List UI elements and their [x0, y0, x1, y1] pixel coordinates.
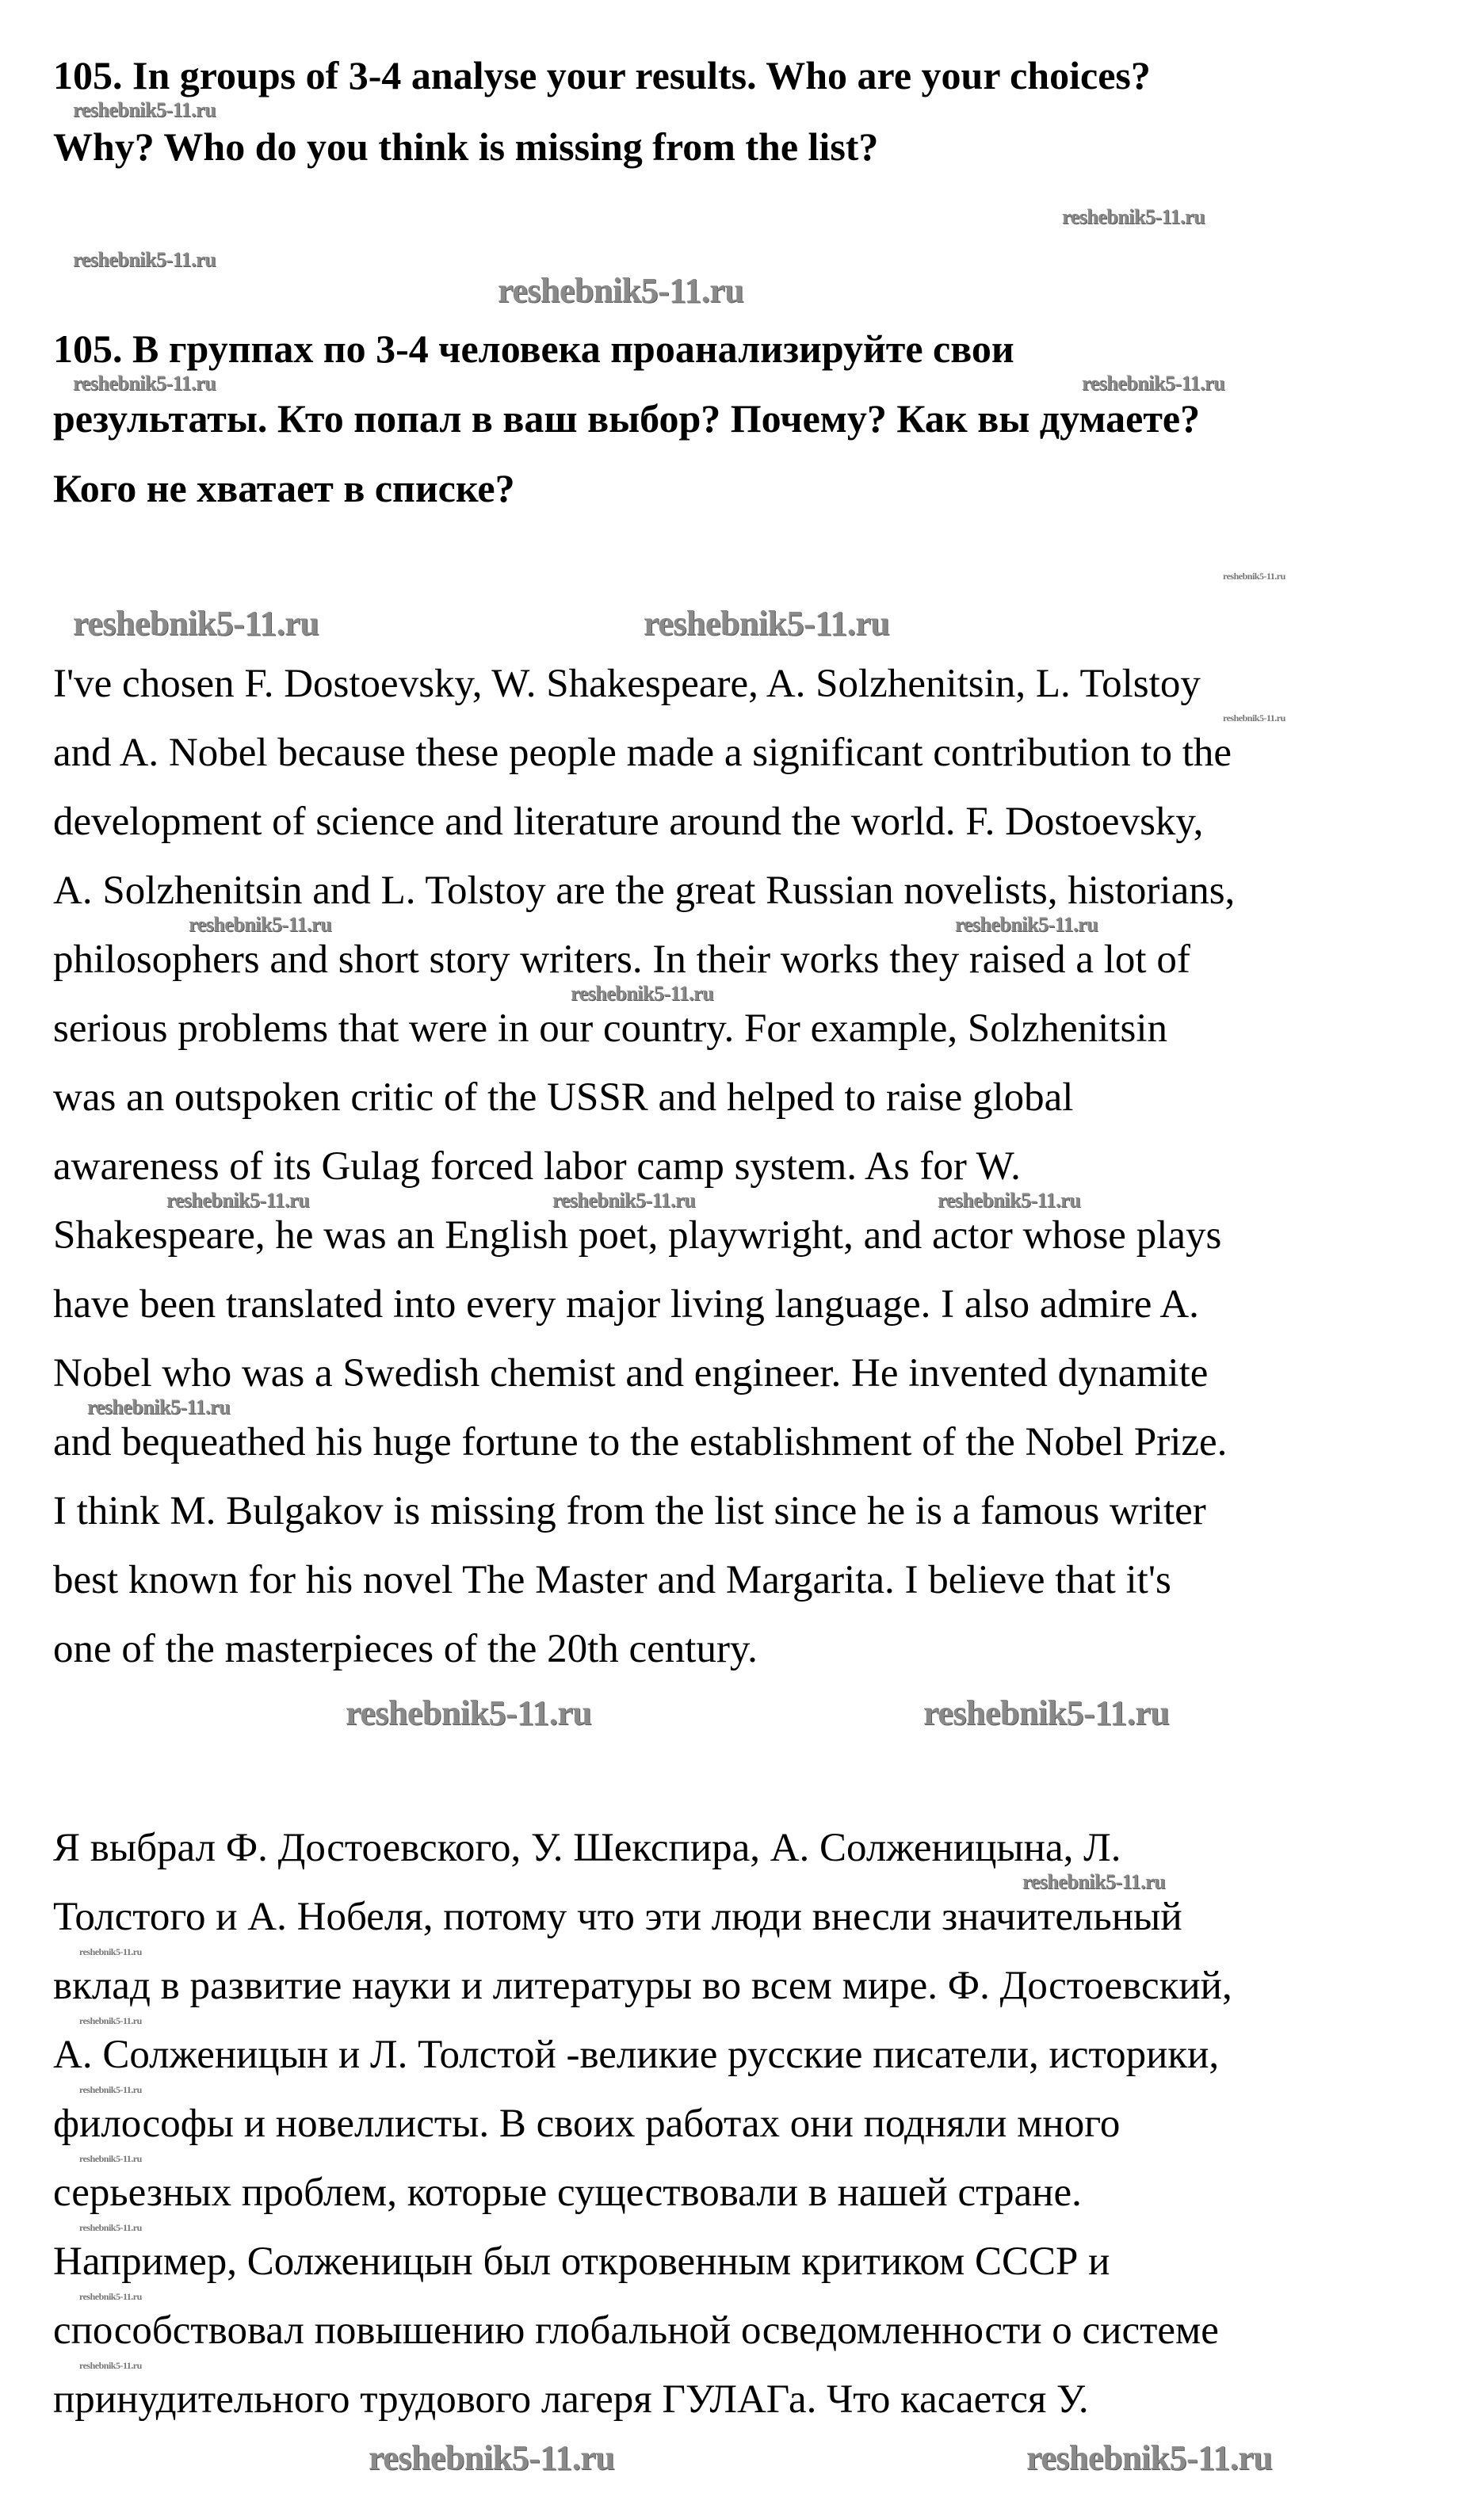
watermark: reshebnik5-11.ru: [79, 2153, 142, 2164]
text-line: Я выбрал Ф. Достоевского, У. Шекспира, А. Солженицына, Л.: [53, 1826, 1121, 1870]
answer-en: [53, 660, 1235, 1694]
watermark: reshebnik5-11.ru: [1026, 2438, 1273, 2477]
text-line: серьезных проблем, которые существовали в нашей стране.: [53, 2171, 1082, 2215]
watermark: reshebnik5-11.ru: [79, 2084, 142, 2095]
watermark: reshebnik5-11.ru: [73, 604, 319, 643]
watermark: reshebnik5-11.ru: [79, 2015, 142, 2026]
watermark: reshebnik5-11.ru: [79, 2360, 142, 2371]
watermark: reshebnik5-11.ru: [1223, 712, 1285, 724]
watermark: reshebnik5-11.ru: [498, 271, 744, 310]
text-line: способствовал повышению глобальной осведомленности о системе: [53, 2308, 1219, 2353]
watermark: reshebnik5-11.ru: [73, 98, 216, 121]
text-line: and A. Nobel because these people made a significant contribution to the: [53, 731, 1232, 775]
text-line: philosophers and short story writers. In their works they raised a lot of: [53, 937, 1190, 982]
text-line: Толстого и А. Нобеля, потому что эти люди внесли значительный: [53, 1895, 1182, 1939]
watermark: reshebnik5-11.ru: [552, 1189, 696, 1212]
watermark: reshebnik5-11.ru: [189, 913, 332, 936]
text-line: awareness of its Gulag forced labor camp system. As for W.: [53, 1144, 1021, 1189]
text-line: development of science and literature around the world. F. Dostoevsky,: [53, 800, 1204, 844]
watermark: reshebnik5-11.ru: [79, 2222, 142, 2233]
watermark: reshebnik5-11.ru: [1062, 205, 1205, 228]
answer-ru: [53, 1824, 1232, 2445]
text-line: принудительного трудового лагеря ГУЛАГа. Что касается У.: [53, 2377, 1089, 2422]
watermark: reshebnik5-11.ru: [73, 248, 216, 271]
watermark: reshebnik5-11.ru: [369, 2438, 615, 2477]
text-line: Например, Солженицын был откровенным критиком СССР и: [53, 2239, 1110, 2284]
watermark: reshebnik5-11.ru: [73, 372, 216, 395]
text-line: one of the masterpieces of the 20th century.: [53, 1627, 758, 1671]
text-line: философы и новеллисты. В своих работах они подняли много: [53, 2102, 1121, 2146]
watermark: reshebnik5-11.ru: [1082, 372, 1225, 395]
heading-line: Кого не хватает в списке?: [53, 466, 515, 510]
watermark: reshebnik5-11.ru: [346, 1693, 592, 1732]
text-line: and bequeathed his huge fortune to the establishment of the Nobel Prize.: [53, 1420, 1228, 1464]
text-line: was an outspoken critic of the USSR and helped to raise global: [53, 1075, 1074, 1120]
watermark: reshebnik5-11.ru: [79, 1946, 142, 1957]
watermark: reshebnik5-11.ru: [644, 604, 890, 643]
heading-line: результаты. Кто попал в ваш выбор? Почему? Как вы думаете?: [53, 396, 1201, 441]
watermark: reshebnik5-11.ru: [923, 1693, 1170, 1732]
watermark: reshebnik5-11.ru: [955, 913, 1098, 936]
text-line: Shakespeare, he was an English poet, playwright, and actor whose plays: [53, 1213, 1222, 1258]
heading-line: 105. In groups of 3-4 analyse your results. Who are your choices?: [53, 53, 1151, 97]
text-line: A. Solzhenitsin and L. Tolstoy are the great Russian novelists, historians,: [53, 869, 1236, 913]
task-heading-ru: [53, 325, 1200, 534]
heading-line: Why? Who do you think is missing from the list?: [53, 124, 879, 169]
text-line: вклад в развитие науки и литературы во всем мире. Ф. Достоевский,: [53, 1964, 1232, 2008]
text-line: best known for his novel The Master and Margarita. I believe that it's: [53, 1558, 1171, 1602]
watermark: reshebnik5-11.ru: [87, 1396, 231, 1418]
watermark: reshebnik5-11.ru: [571, 982, 714, 1005]
text-line: have been translated into every major living language. I also admire A.: [53, 1282, 1199, 1327]
heading-line: 105. В группах по 3-4 человека проанализируйте свои: [53, 326, 1014, 371]
watermark: reshebnik5-11.ru: [1022, 1870, 1166, 1893]
task-heading-en: [53, 52, 1151, 194]
watermark: reshebnik5-11.ru: [166, 1189, 310, 1212]
watermark: reshebnik5-11.ru: [938, 1189, 1081, 1212]
text-line: serious problems that were in our country. For example, Solzhenitsin: [53, 1006, 1167, 1051]
text-line: I've chosen F. Dostoevsky, W. Shakespeare, A. Solzhenitsin, L. Tolstoy: [53, 662, 1201, 706]
watermark: reshebnik5-11.ru: [79, 2291, 142, 2302]
watermark: reshebnik5-11.ru: [1223, 571, 1285, 582]
text-line: I think M. Bulgakov is missing from the list since he is a famous writer: [53, 1489, 1206, 1533]
text-line: Nobel who was a Swedish chemist and engineer. He invented dynamite: [53, 1351, 1209, 1396]
text-line: А. Солженицын и Л. Толстой -великие русские писатели, историки,: [53, 2033, 1220, 2077]
